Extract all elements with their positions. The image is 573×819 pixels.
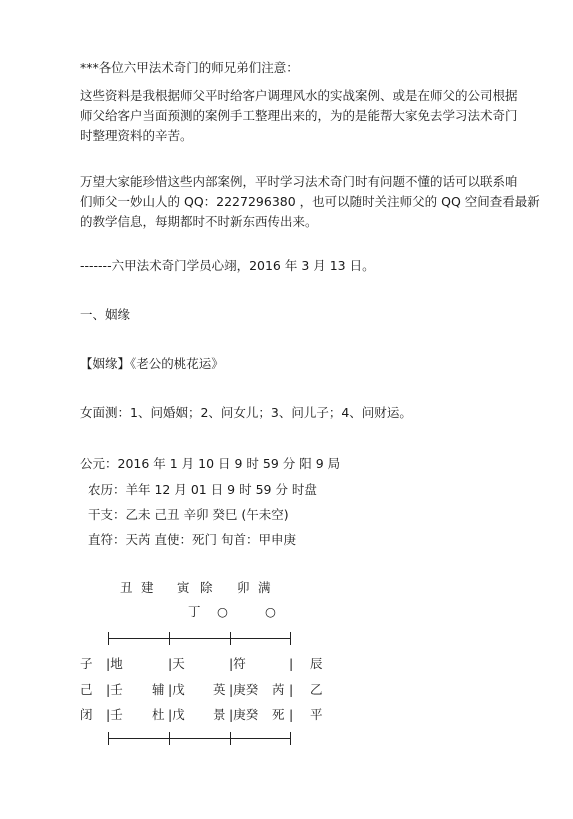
chart-bottom-border [108, 738, 291, 739]
chart-cell: | [289, 656, 294, 671]
chart-top-border [108, 638, 291, 639]
chart-cell: 英 [213, 682, 226, 697]
chart-cell: 辅 [152, 682, 165, 697]
chart-cell: 死 [272, 707, 285, 722]
chart-top-label: 寅 [177, 580, 190, 595]
zhifu-line: 直符：天芮 直使：死门 旬首：甲申庚 [88, 532, 296, 547]
chart-right-cell: 平 [310, 707, 323, 722]
chart-top-label: 卯 [237, 580, 250, 595]
notice-para2-line3: 的教学信息，每期都时不时新东西传出来。 [80, 214, 318, 229]
chart-right-cell: 辰 [310, 656, 323, 671]
chart-cell: |庚癸 [229, 682, 259, 697]
chart-top-label: 满 [258, 580, 271, 595]
chart-tick [169, 632, 170, 645]
chart-cell: 景 [213, 707, 226, 722]
chart-cell: |符 [229, 656, 246, 671]
chart-cell: |戊 [168, 707, 185, 722]
chart-right-cell: 乙 [310, 682, 323, 697]
case-title: 【姻缘】《老公的桃花运》 [80, 356, 224, 371]
chart-cell: 芮 [272, 682, 285, 697]
chart-top-label: 除 [200, 580, 213, 595]
chart-tick [230, 732, 231, 745]
chart-top-label: 丑 [120, 580, 133, 595]
chart-cell: |庚癸 [229, 707, 259, 722]
chart-top-stem: 丁 [188, 604, 201, 619]
chart-tick [108, 632, 109, 645]
notice-para1-line1: 这些资料是我根据师父平时给客户调理风水的实战案例、或是在师父的公司根据 [80, 88, 518, 103]
chart-cell: |壬 [106, 707, 123, 722]
notice-para1-line2: 师父给客户当面预测的案例手工整理出来的，为的是能帮大家免去学习法术奇门 [80, 108, 518, 123]
chart-cell: |壬 [106, 682, 123, 697]
chart-left-cell: 己 [80, 682, 93, 697]
question-line: 女面测：1、问婚姻；2、问女儿；3、问儿子；4、问财运。 [80, 405, 412, 420]
chart-tick [169, 732, 170, 745]
section-title: 一、姻缘 [80, 307, 131, 322]
chart-cell: 杜 [152, 707, 165, 722]
ganzhi-line: 干支：乙未 己丑 辛卯 癸巳 (午未空) [88, 507, 289, 522]
gongyuan-line: 公元：2016 年 1 月 10 日 9 时 59 分 阳 9 局 [80, 456, 341, 471]
nongli-line: 农历：羊年 12 月 01 日 9 时 59 分 时盘 [88, 482, 317, 497]
chart-cell: | [289, 682, 294, 697]
chart-empty-circle: ○ [265, 604, 276, 619]
chart-cell: |戊 [168, 682, 185, 697]
notice-para2-line1: 万望大家能珍惜这些内部案例，平时学习法术奇门时有问题不懂的话可以联系咱 [80, 174, 518, 189]
chart-empty-circle: ○ [217, 604, 228, 619]
chart-top-label: 建 [141, 580, 154, 595]
chart-tick [290, 732, 291, 745]
chart-tick [108, 732, 109, 745]
signature: -------六甲法术奇门学员心翊，2016 年 3 月 13 日。 [80, 258, 375, 273]
notice-para2-line2: 们师父一妙山人的 QQ：2227296380 ，也可以随时关注师父的 QQ 空间查看最新 [80, 194, 540, 209]
chart-tick [290, 632, 291, 645]
chart-tick [230, 632, 231, 645]
notice-heading: ***各位六甲法术奇门的师兄弟们注意： [80, 60, 299, 75]
chart-cell: | [289, 707, 294, 722]
chart-cell: |地 [106, 656, 123, 671]
chart-left-cell: 闭 [80, 707, 93, 722]
notice-para1-line3: 时整理资料的辛苦。 [80, 128, 193, 143]
chart-left-cell: 子 [80, 656, 93, 671]
chart-cell: |天 [168, 656, 185, 671]
